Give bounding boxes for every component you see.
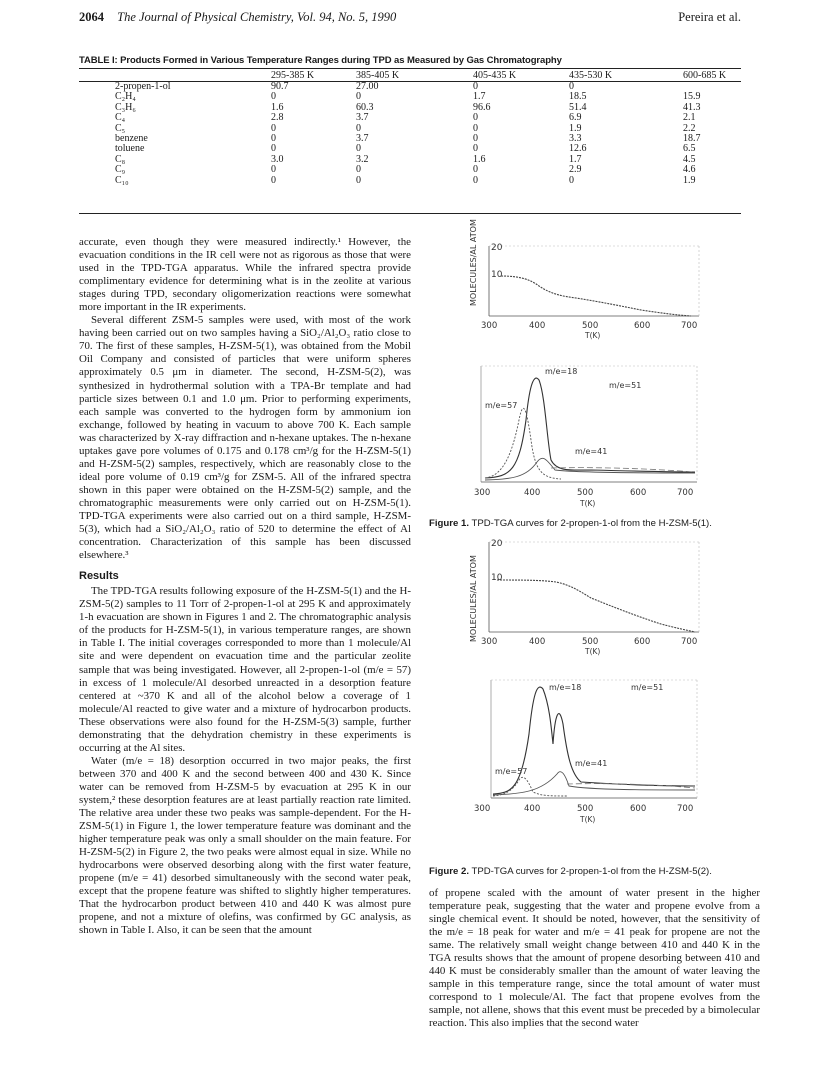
value-cell: 0: [473, 174, 478, 186]
fig2-tga-plot: [471, 532, 721, 664]
table-row: [79, 92, 741, 102]
value-cell: 0: [569, 81, 574, 92]
x-tick: 300: [481, 637, 498, 647]
trace-label: m/e=57: [495, 767, 528, 776]
value-cell: 0: [356, 143, 361, 155]
value-cell: 3.2: [356, 153, 369, 165]
value-cell: 3.7: [356, 112, 369, 124]
value-cell: 96.6: [473, 101, 491, 113]
value-cell: 1.6: [271, 101, 284, 113]
products-table: [79, 68, 741, 187]
x-tick: 300: [481, 321, 498, 331]
table-header-cell: [79, 69, 271, 82]
y-axis-label: MOLECULES/AL ATOM: [469, 555, 478, 642]
value-cell: 0: [356, 122, 361, 134]
x-tick: 400: [524, 804, 541, 814]
table-row: [79, 144, 741, 154]
value-cell: 6.5: [683, 143, 696, 155]
trace-label: m/e=41: [575, 759, 608, 768]
paragraph: The TPD-TGA results following exposure of the H-ZSM-5(1) and the H-ZSM-5(2) samples to 11 Torr of 2-propen-1-ol at 295 K and approximately 1-h evacuation are shown in Figures 1 and 2. The chromatographic analysis of the products for H-ZSM-5(1), in various temperature ranges, are shown in Table I. The initial coverages corresponded to more than 1 molecule/Al site and were dependent on evacuation time and the particular zeolite sample that was being investigated. However, all 2-propen-1-ol (m/e = 57) in excess of 1 molecule/Al desorbed unreacted in a desorption feature centered at ~370 K and all of the alcohol below a coverage of 1 molecule/Al reacted to give water and a mixture of hydrocarbon products. These observations were also found for the H-ZSM-5(3) sample, further demonstrating that the dehydration chemistry in these experiments is occurring at the Al sites.: [79, 585, 411, 754]
value-cell: 1.9: [683, 174, 696, 186]
value-cell: 0: [271, 174, 276, 186]
x-axis-label: T(K): [585, 647, 601, 656]
product-name-cell: benzene: [115, 132, 148, 144]
product-name-cell: C₁₀: [115, 174, 129, 186]
value-cell: 90.7: [271, 81, 289, 92]
x-tick: 500: [582, 637, 599, 647]
x-tick: 400: [529, 321, 546, 331]
y-tick: 10: [491, 573, 503, 583]
x-tick: 700: [677, 804, 694, 814]
table-row: [79, 124, 741, 134]
paragraph: accurate, even though they were measured indirectly.¹ However, the evacuation conditions in the IR cell were not as rigorous as those that were used in the TPD-TGA apparatus. While the infrared spectra provide complimentary evidence for determining what is in the zeolite at various stages during TPD, secondary oligomerization reactions were somewhat more important in the IR experiments.: [79, 236, 411, 314]
fig2-tpd-plot: [471, 674, 721, 828]
page-number: 2064: [79, 10, 104, 24]
x-tick: 400: [524, 488, 541, 498]
product-name-cell: C₂H₄: [115, 91, 136, 103]
figure-1-caption: [429, 518, 712, 529]
table-caption: TABLE I: Products Formed in Various Temperature Ranges during TPD as Measured by Gas Chromatography: [79, 55, 562, 66]
figure-label: Figure 1.: [429, 518, 469, 529]
value-cell: 0: [569, 174, 574, 186]
trace-label: m/e=18: [549, 683, 582, 692]
table-row: [79, 82, 741, 93]
value-cell: 2.2: [683, 122, 696, 134]
x-tick: 500: [582, 321, 599, 331]
paragraph: of propene scaled with the amount of water present in the higher temperature peak, suggesting that the water and propene evolve from a single chemical event. It should be noted, however, that the sensitivity of the m/e = 18 peak for water and m/e = 41 peak for propene are not the same. The relatively small weight change between 410 and 440 K in the TGA results shows that the amount of propene desorbing between 410 and 440 K must be considerably smaller than the amount of water leaving the sample in this temperature range, since the total amount of water must correspond to 1 molecule/Al. The fact that propene evolves from the sample, not allene, shows that this event must be preceded by a bimolecular reaction. This also implies that the second water: [429, 887, 760, 1030]
value-cell: 0: [271, 91, 276, 103]
value-cell: 0: [271, 143, 276, 155]
y-tick: 20: [491, 539, 503, 549]
trace-label: m/e=41: [575, 447, 608, 456]
product-name-cell: C₅: [115, 122, 126, 134]
product-name-cell: C₈: [115, 153, 126, 165]
value-cell: 1.7: [569, 153, 582, 165]
trace-label: m/e=51: [609, 381, 642, 390]
value-cell: 0: [473, 132, 478, 144]
value-cell: 15.9: [683, 91, 701, 103]
value-cell: 12.6: [569, 143, 587, 155]
value-cell: 0: [271, 164, 276, 176]
y-tick: 10: [491, 270, 503, 280]
value-cell: 0: [473, 164, 478, 176]
table-bottom-rule: [79, 213, 741, 214]
value-cell: 1.6: [473, 153, 486, 165]
figure-caption-text: TPD-TGA curves for 2-propen-1-ol from the H-ZSM-5(2).: [471, 866, 712, 877]
value-cell: 6.9: [569, 112, 582, 124]
trace-label: m/e=57: [485, 401, 518, 410]
value-cell: 27.00: [356, 81, 379, 92]
table-header-row: [79, 69, 741, 82]
value-cell: 51.4: [569, 101, 587, 113]
table-header-cell: 385-405 K: [356, 69, 473, 82]
trace-m57: [485, 408, 561, 479]
trace-m18: [493, 687, 695, 794]
value-cell: 0: [473, 143, 478, 155]
value-cell: 4.6: [683, 164, 696, 176]
author-running-head: Pereira et al.: [678, 10, 741, 24]
value-cell: 0: [356, 91, 361, 103]
paragraph: Several different ZSM-5 samples were used, with most of the work having been carried out on two samples having a SiO₂/Al₂O₃ ratio close to 70. The first of these samples, H-ZSM-5(1), was obtained from the Mobil Oil Company and consisted of particles that were uniform spheres approximately 0.5 μm in diameter. The second, H-ZSM-5(2), was synthesized in hydrothermal solution with a TPA-Br template and had particle sizes between 0.1 and 1.0 μm. Prior to performing experiments, each sample was converted to the hydrogen form by ammonium ion exchange, followed by heating in vacuum to above 700 K. Each sample was characterized by X-ray diffraction and n-hexane uptakes. The n-hexane uptakes gave pore volumes of 0.175 and 0.178 cm³/g for the H-ZSM-5(1) and H-ZSM-5(2) samples, respectively, which are reasonably close to the ideal pore volume of 0.19 cm³/g for ZSM-5. All of the infrared spectra shown in this paper were obtained on the H-ZSM-5(2) sample, and the chromatographic measurements were only carried out on H-ZSM-5(1). TPD-TGA experiments were also carried out on a third sample, H-ZSM-5(3), which had a SiO₂/Al₂O₃ ratio of 520 to determine the effect of Al concentration. Characterization of this sample has been discussed elsewhere.³: [79, 314, 411, 562]
value-cell: 0: [271, 132, 276, 144]
value-cell: 2.8: [271, 112, 284, 124]
x-axis-label: T(K): [580, 815, 596, 824]
paragraph: Water (m/e = 18) desorption occurred in two major peaks, the first between 370 and 400 K and the second between 400 and 430 K. Since water can be removed from H-ZSM-5 by evacuation at 295 K in our system,² these desorption features are at least partially reaction rate limited. The relative area under these two peaks was sample-dependent. For the H-ZSM-5(1) in Figure 1, the lower temperature feature was dominant and the higher temperature peak was only a small shoulder on the main feature. For H-ZSM-5(2) in Figure 2, the two peaks were almost equal in size. While no hydrocarbons were observed desorbing along with the first water feature, propene (m/e = 41) desorbed simultaneously with the second water peak, except that the propene feature was shifted to slightly higher temperatures. That the hydrocarbon product between 410 and 440 K was almost pure propene, and not a mixture of olefins, was confirmed by GC analysis, as shown in Table I. Also, it can be seen that the amount: [79, 754, 411, 937]
value-cell: 60.3: [356, 101, 374, 113]
x-tick: 600: [630, 488, 647, 498]
y-axis-label: MOLECULES/AL ATOM: [469, 219, 478, 306]
value-cell: 0: [473, 81, 478, 92]
fig1-tpd-plot: [471, 360, 721, 512]
table-header-cell: 405-435 K: [473, 69, 569, 82]
figure-label: Figure 2.: [429, 866, 469, 877]
value-cell: 0: [473, 112, 478, 124]
x-tick: 300: [474, 488, 491, 498]
y-tick: 20: [491, 243, 503, 253]
value-cell: 4.5: [683, 153, 696, 165]
right-column: [429, 887, 760, 1031]
value-cell: 18.5: [569, 91, 587, 103]
x-tick: 600: [634, 637, 651, 647]
section-heading: Results: [79, 570, 119, 583]
table-row: [79, 103, 741, 113]
value-cell: 3.0: [271, 153, 284, 165]
table-row: [79, 176, 741, 187]
x-tick: 700: [681, 321, 698, 331]
x-axis-label: T(K): [580, 499, 596, 508]
table-header-cell: 600-685 K: [683, 69, 741, 82]
table-header-cell: 295-385 K: [271, 69, 356, 82]
x-tick: 500: [577, 804, 594, 814]
table-row: [79, 113, 741, 123]
value-cell: 2.9: [569, 164, 582, 176]
value-cell: 0: [473, 122, 478, 134]
value-cell: 1.7: [473, 91, 486, 103]
figure-2-caption: [429, 866, 712, 877]
x-tick: 300: [474, 804, 491, 814]
trace-m18: [485, 378, 695, 478]
tga-weight-curve: [501, 276, 691, 316]
x-axis-label: T(K): [585, 331, 601, 340]
x-tick: 500: [577, 488, 594, 498]
figure-caption-text: TPD-TGA curves for 2-propen-1-ol from the H-ZSM-5(1).: [471, 518, 712, 529]
table-row: [79, 165, 741, 175]
x-tick: 600: [634, 321, 651, 331]
product-name-cell: 2-propen-1-ol: [115, 81, 171, 92]
x-tick: 700: [677, 488, 694, 498]
x-tick: 600: [630, 804, 647, 814]
running-header: [79, 10, 741, 30]
value-cell: 41.3: [683, 101, 701, 113]
table-row: [79, 155, 741, 165]
table-header-cell: 435-530 K: [569, 69, 683, 82]
value-cell: 0: [356, 164, 361, 176]
product-name-cell: C₃H₆: [115, 101, 136, 113]
product-name-cell: C₉: [115, 164, 126, 176]
value-cell: 2.1: [683, 112, 696, 124]
left-column: [79, 236, 411, 937]
product-name-cell: C₄: [115, 112, 126, 124]
table-row: [79, 134, 741, 144]
journal-citation: The Journal of Physical Chemistry, Vol. 94, No. 5, 1990: [117, 10, 397, 24]
x-tick: 400: [529, 637, 546, 647]
value-cell: 0: [356, 174, 361, 186]
x-tick: 700: [681, 637, 698, 647]
product-name-cell: toluene: [115, 143, 145, 155]
tga-weight-curve: [497, 580, 695, 632]
trace-label: m/e=18: [545, 367, 578, 376]
value-cell: 3.3: [569, 132, 582, 144]
value-cell: 1.9: [569, 122, 582, 134]
trace-label: m/e=51: [631, 683, 664, 692]
value-cell: 3.7: [356, 132, 369, 144]
fig1-tga-plot: [469, 219, 721, 348]
value-cell: 0: [271, 122, 276, 134]
value-cell: 18.7: [683, 132, 701, 144]
trace-m57: [493, 777, 567, 796]
